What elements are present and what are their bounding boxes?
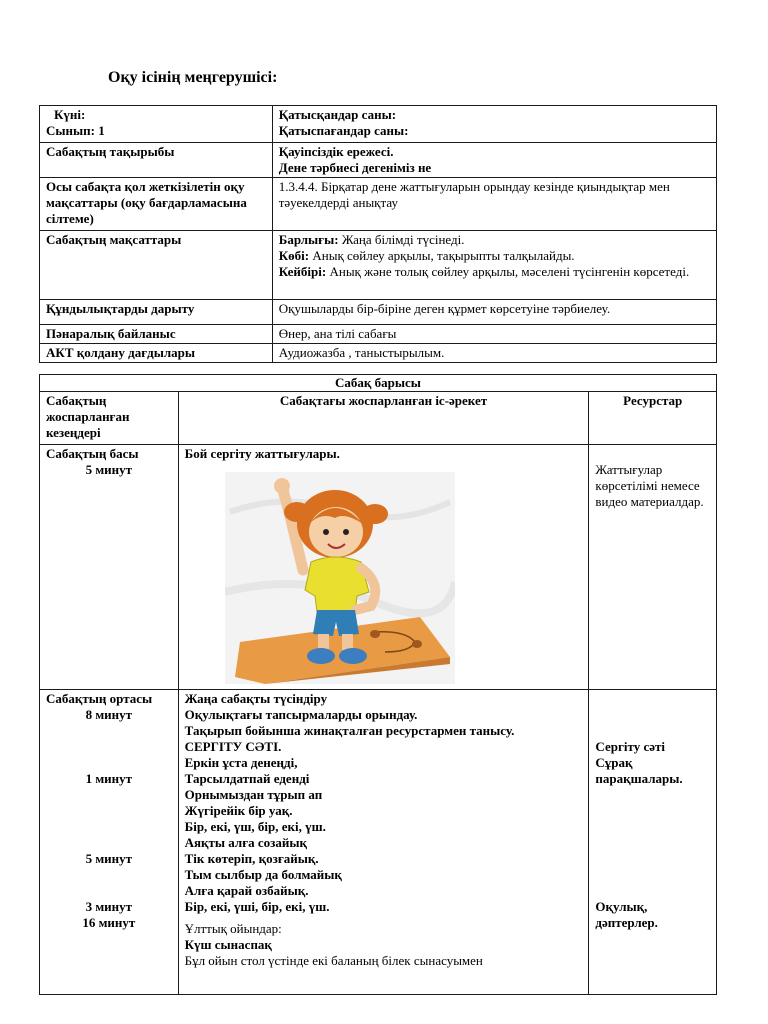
time-8: 8 минут <box>85 707 133 722</box>
middle-line: Тарсылдатпай еденді <box>184 771 310 786</box>
resource-refresh: Сергіту сәті <box>595 739 665 754</box>
all-label: Барлығы: <box>278 232 339 247</box>
ict-text: Аудиожазба , таныстырылым. <box>272 344 716 363</box>
middle-line: Оқулықтағы тапсырмаларды орындау. <box>184 707 418 722</box>
game-name: Күш сынаспақ <box>184 937 272 952</box>
middle-line: Аяқты алға созайық <box>184 835 307 850</box>
time-5: 5 минут <box>85 851 133 866</box>
lesson-info-table <box>39 105 717 363</box>
middle-activity-cell <box>178 690 589 995</box>
middle-line: Алға қарай озбайық. <box>184 883 309 898</box>
values-label: Құндылықтарды дарыту <box>40 300 273 325</box>
girl-exercise-illustration <box>225 472 455 684</box>
col-stage-header: Сабақтың жоспарланған кезеңдері <box>40 392 179 445</box>
present-label: Қатысқандар саны: <box>278 107 397 122</box>
game-description: Бұл ойын стол үстінде екі баланың білек сынасуымен <box>184 953 483 968</box>
middle-line: Бір, екі, үш, бір, екі, үш. <box>184 819 326 834</box>
time-3: 3 минут <box>85 899 133 914</box>
some-text: Анық және толық сөйлеу арқылы, мәселені түсінгенін көрсетеді. <box>326 264 690 279</box>
national-games-label: Ұлттық ойындар: <box>184 921 282 936</box>
start-stage-cell <box>40 445 179 690</box>
middle-line: Тақырып бойынша жинақталған ресурстармен танысу. <box>184 723 515 738</box>
page-header-title: Оқу ісінің меңгерушісі: <box>108 69 278 86</box>
topic-label: Сабақтың тақырыбы <box>40 143 273 178</box>
links-label: Пәнаралық байланыс <box>40 325 273 344</box>
some-label: Кейбірі: <box>278 264 327 279</box>
start-resources-cell <box>589 445 717 690</box>
ict-label: АКТ қолдану дағдылары <box>40 344 273 363</box>
absent-label: Қатыспағандар саны: <box>278 123 409 138</box>
start-activity-cell <box>178 445 589 690</box>
middle-line: Тым сылбыр да болмайық <box>184 867 342 882</box>
objectives-value <box>272 231 716 300</box>
all-text: Жаңа білімді түсінеді. <box>338 232 465 247</box>
learning-goals-value: 1.3.4.4. Бірқатар дене жаттығуларын орындау кезінде қиындықтар мен тәуекелдерді анықтау <box>272 178 716 231</box>
col-resources-header: Ресурстар <box>589 392 717 445</box>
day-label: Күні: <box>54 107 86 122</box>
most-label: Көбі: <box>278 248 310 263</box>
start-stage-label: Сабақтың басы <box>46 446 139 461</box>
attendance-cell <box>272 106 716 143</box>
start-stage-time: 5 минут <box>85 462 133 477</box>
middle-line: СЕРГІТУ СӘТІ. <box>184 739 282 754</box>
values-text: Оқушыларды бір-біріне деген құрмет көрсетуіне тәрбиелеу. <box>272 300 716 325</box>
middle-line: Бір, екі, үші, бір, екі, үш. <box>184 899 330 914</box>
learning-goals-label: Осы сабақта қол жеткізілетін оқу мақсаттары (оқу бағдарламасына сілтеме) <box>40 178 273 231</box>
class-label: Сынып: 1 <box>46 123 105 138</box>
middle-line: Жүгірейік бір уақ. <box>184 803 293 818</box>
middle-line: Жаңа сабақты түсіндіру <box>184 691 328 706</box>
time-1: 1 минут <box>85 771 133 786</box>
col-activity-header: Сабақтағы жоспарланған іс-әрекет <box>178 392 589 445</box>
middle-line: Еркін ұста денеңді, <box>184 755 298 770</box>
topic-line-2: Дене тәрбиесі дегеніміз не <box>278 160 432 175</box>
start-activity-text: Бой сергіту жаттығулары. <box>184 446 340 461</box>
middle-stage-label: Сабақтың ортасы <box>46 691 153 706</box>
day-class-cell <box>40 106 273 143</box>
time-16: 16 минут <box>82 915 136 930</box>
middle-line: Орнымыздан тұрып ап <box>184 787 323 802</box>
middle-stage-cell <box>40 690 179 995</box>
links-text: Өнер, ана тілі сабағы <box>272 325 716 344</box>
middle-line: Тік көтеріп, қозғайық. <box>184 851 319 866</box>
topic-line-1: Қауіпсіздік ережесі. <box>278 144 394 159</box>
resource-textbooks: Оқулық, дәптерлер. <box>595 899 658 930</box>
resource-question-sheets: Сұрақ парақшалары. <box>595 755 683 786</box>
lesson-flow-title: Сабақ барысы <box>40 375 717 392</box>
lesson-flow-table <box>39 374 717 995</box>
most-text: Анық сөйлеу арқылы, тақырыпты талқылайды. <box>309 248 575 263</box>
objectives-label: Сабақтың мақсаттары <box>40 231 273 300</box>
middle-resources-cell <box>589 690 717 995</box>
start-resources-text: Жаттығулар көрсетілімі немесе видео материалдар. <box>595 462 704 509</box>
topic-value <box>272 143 716 178</box>
